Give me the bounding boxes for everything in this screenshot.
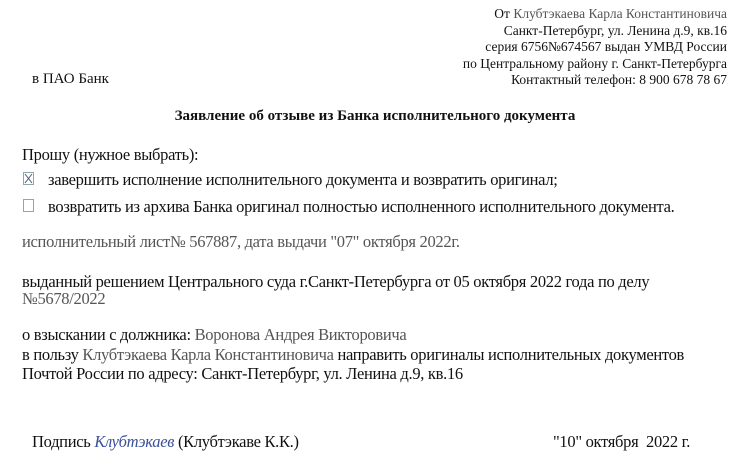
debtor-label: о взыскании с должника: xyxy=(22,325,191,344)
signature: Клубтэкаев xyxy=(94,432,175,451)
benefit-line xyxy=(22,345,684,365)
request-label: Прошу (нужное выбрать): xyxy=(22,145,199,164)
signature-label: Подпись xyxy=(32,432,91,451)
writ-line: исполнительный лист№ 567887, дата выдачи "07" октября 2022г. xyxy=(22,232,460,251)
sender-address: Санкт-Петербург, ул. Ленина д.9, кв.16 xyxy=(503,22,727,38)
check-x-icon xyxy=(24,173,33,184)
signature-line xyxy=(32,432,299,452)
benefit-rest: направить оригиналы исполнительных документов xyxy=(337,345,685,364)
sender-phone: Контактный телефон: 8 900 678 78 67 xyxy=(511,72,727,87)
benefit-label: в пользу xyxy=(22,345,79,364)
sender-block xyxy=(463,6,727,89)
debtor-name: Воронова Андрея Викторовича xyxy=(194,325,407,344)
signature-date: "10" октября 2022 г. xyxy=(553,432,691,451)
debtor-line xyxy=(22,325,406,345)
option-1-checkbox[interactable] xyxy=(23,172,34,185)
option-2-checkbox[interactable] xyxy=(23,199,34,212)
sender-passport: серия 6756№674567 выдан УМВД России xyxy=(485,39,727,54)
signer-name: (Клубтэкаве К.К.) xyxy=(177,432,299,451)
post-line: Почтой России по адресу: Санкт-Петербург, ул. Ленина д.9, кв.16 xyxy=(22,364,463,383)
option-2-label: возвратить из архива Банка оригинал полностью исполненного исполнительного документа. xyxy=(48,197,675,216)
sender-name-line xyxy=(463,6,727,23)
document-title: Заявление об отзыве из Банка исполнительного документа xyxy=(174,108,576,124)
sender-name: Клубтэкаева Карла Константиновича xyxy=(513,6,727,21)
court-line-2: №5678/2022 xyxy=(22,289,106,308)
recipient: в ПАО Банк xyxy=(32,71,109,87)
passport-issuer: по Центральному району г. Санкт-Петербурга xyxy=(462,55,727,71)
from-prefix: От xyxy=(494,6,510,21)
benefit-name: Клубтэкаева Карла Константиновича xyxy=(82,345,334,364)
option-1-label: завершить исполнение исполнительного документа и возвратить оригинал; xyxy=(48,170,558,189)
court-line-1: выданный решением Центрального суда г.Санкт-Петербурга от 05 октября 2022 года по делу xyxy=(22,272,650,291)
